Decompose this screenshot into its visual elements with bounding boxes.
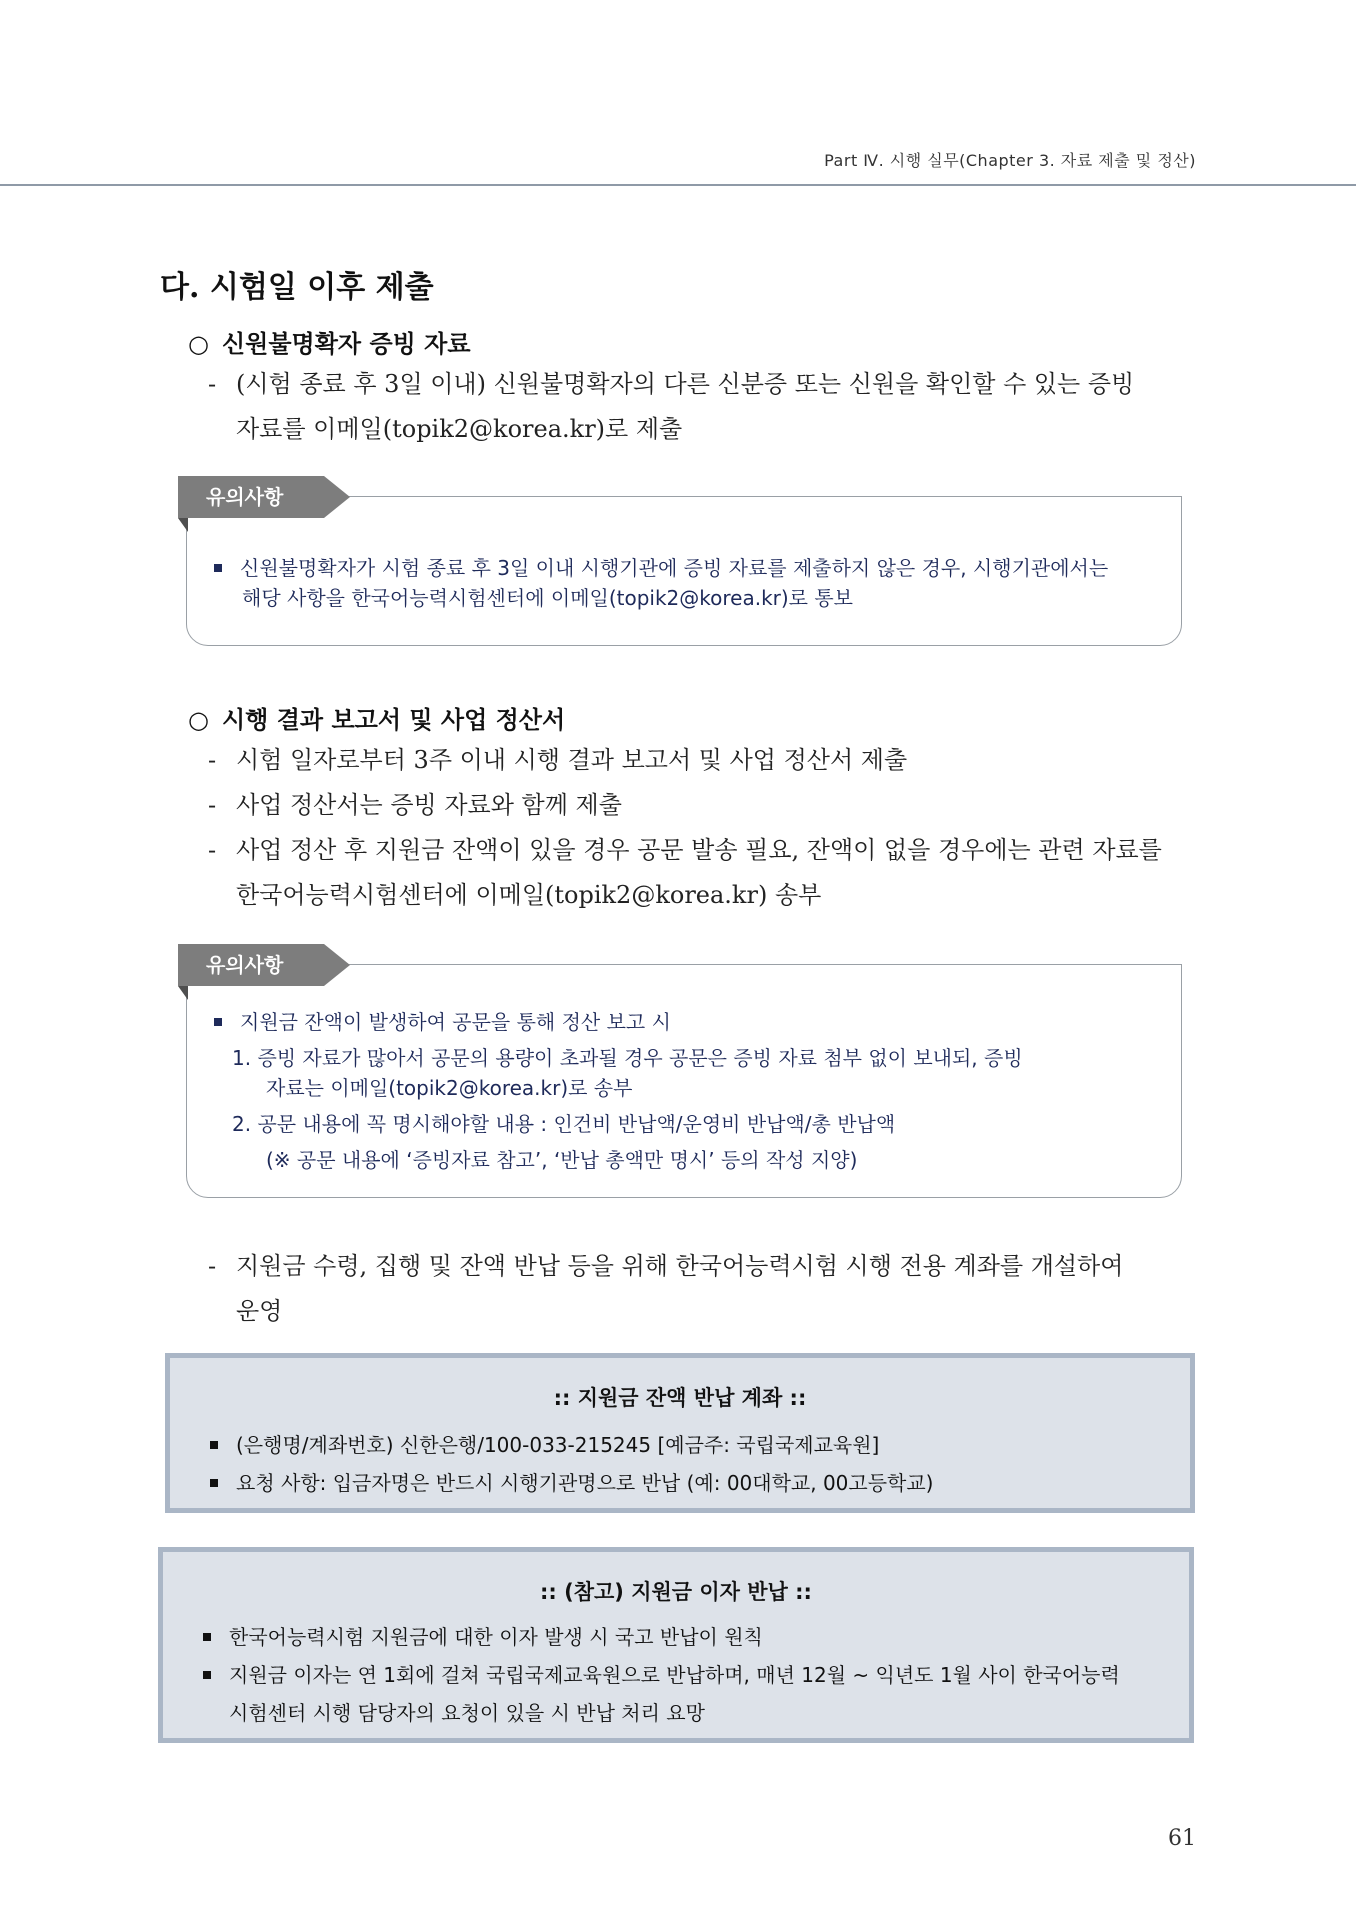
dash-item-line: (시험 종료 후 3일 이내) 신원불명확자의 다른 신분증 또는 신원을 확인할 수 있는 증빙 <box>236 370 1135 398</box>
dash-marker: - <box>208 1252 217 1280</box>
dash-item <box>208 738 1198 783</box>
square-bullet-icon <box>210 1441 218 1449</box>
notice-line <box>214 553 1164 583</box>
account-line <box>210 1464 1190 1502</box>
notice-text: 신원불명확자가 시험 종료 후 3일 이내 시행기관에 증빙 자료를 제출하지 않은 경우, 시행기관에서는 <box>240 556 1109 580</box>
interest-line <box>203 1656 1189 1694</box>
dash-item <box>208 828 1198 918</box>
notice-tab: 유의사항 <box>178 944 324 986</box>
account-text: 요청 사항: 입금자명은 반드시 시행기관명으로 반납 (예: 00대학교, 00고등학교) <box>236 1471 934 1495</box>
interest-line-cont: 시험센터 시행 담당자의 요청이 있을 시 반납 처리 요망 <box>229 1701 705 1725</box>
dash-item-line: 한국어능력시험센터에 이메일(topik2@korea.kr) 송부 <box>236 881 822 909</box>
running-header: Part Ⅳ. 시행 실무(Chapter 3. 자료 제출 및 정산) <box>824 151 1196 170</box>
square-bullet-icon <box>203 1633 211 1641</box>
notice-body <box>214 553 1164 613</box>
account-line <box>210 1426 1190 1464</box>
refund-account-box <box>165 1353 1195 1513</box>
circle-bullet: ○ <box>188 706 209 734</box>
heading-text: 신원불명확자 증빙 자료 <box>222 329 471 358</box>
dash-marker: - <box>208 370 217 398</box>
dash-item-line: 자료를 이메일(topik2@korea.kr)로 제출 <box>236 415 683 443</box>
interest-refund-title: :: (참고) 지원금 이자 반납 :: <box>540 1580 812 1604</box>
notice-tab: 유의사항 <box>178 476 324 518</box>
notice-line <box>214 1007 1164 1037</box>
circle-bullet: ○ <box>188 330 209 358</box>
header-divider <box>0 184 1356 186</box>
interest-text: 지원금 이자는 연 1회에 걸쳐 국립국제교육원으로 반납하며, 매년 12월 ~ 익년도 1월 사이 한국어능력 <box>229 1663 1120 1687</box>
dash-item-line: 지원금 수령, 집행 및 잔액 반납 등을 위해 한국어능력시험 시행 전용 계좌를 개설하여 <box>236 1252 1124 1280</box>
numbered-item-cont: 자료는 이메일(topik2@korea.kr)로 송부 <box>266 1076 633 1100</box>
heading-text: 시행 결과 보고서 및 사업 정산서 <box>222 705 566 734</box>
dash-item <box>208 1244 1198 1334</box>
interest-refund-box <box>158 1547 1194 1743</box>
dash-item <box>208 783 1198 828</box>
dash-item <box>208 362 1198 452</box>
dash-marker: - <box>208 746 217 774</box>
bullet-heading-report <box>188 700 565 735</box>
notice-text: 지원금 잔액이 발생하여 공문을 통해 정산 보고 시 <box>240 1010 671 1034</box>
numbered-item: 2. 공문 내용에 꼭 명시해야할 내용 : 인건비 반납액/운영비 반납액/총 반납액 <box>232 1112 896 1136</box>
bullet-heading-identity <box>188 324 471 359</box>
dash-item-line: 사업 정산서는 증빙 자료와 함께 제출 <box>236 791 622 819</box>
notice-line: 해당 사항을 한국어능력시험센터에 이메일(topik2@korea.kr)로 통보 <box>242 586 854 610</box>
dash-item-line: 운영 <box>236 1297 283 1325</box>
interest-line <box>203 1618 1189 1656</box>
account-text: (은행명/계좌번호) 신한은행/100-033-215245 [예금주: 국립국제교육원] <box>236 1433 880 1457</box>
numbered-item-note: (※ 공문 내용에 ‘증빙자료 참고’, ‘반납 총액만 명시’ 등의 작성 지양) <box>266 1148 858 1172</box>
notice-body <box>214 1007 1164 1175</box>
dash-item-line: 사업 정산 후 지원금 잔액이 있을 경우 공문 발송 필요, 잔액이 없을 경우에는 관련 자료를 <box>236 836 1162 864</box>
dash-marker: - <box>208 791 217 819</box>
square-bullet-icon <box>214 1018 222 1026</box>
page-number: 61 <box>1168 1826 1196 1851</box>
section-title: 다. 시험일 이후 제출 <box>160 270 434 305</box>
square-bullet-icon <box>210 1479 218 1487</box>
refund-account-title: :: 지원금 잔액 반납 계좌 :: <box>553 1386 807 1410</box>
square-bullet-icon <box>203 1671 211 1679</box>
numbered-item: 1. 증빙 자료가 많아서 공문의 용량이 초과될 경우 공문은 증빙 자료 첨부 없이 보내되, 증빙 <box>232 1046 1023 1070</box>
dash-item-line: 시험 일자로부터 3주 이내 시행 결과 보고서 및 사업 정산서 제출 <box>236 746 908 774</box>
dash-marker: - <box>208 836 217 864</box>
interest-text: 한국어능력시험 지원금에 대한 이자 발생 시 국고 반납이 원칙 <box>229 1625 763 1649</box>
square-bullet-icon <box>214 564 222 572</box>
